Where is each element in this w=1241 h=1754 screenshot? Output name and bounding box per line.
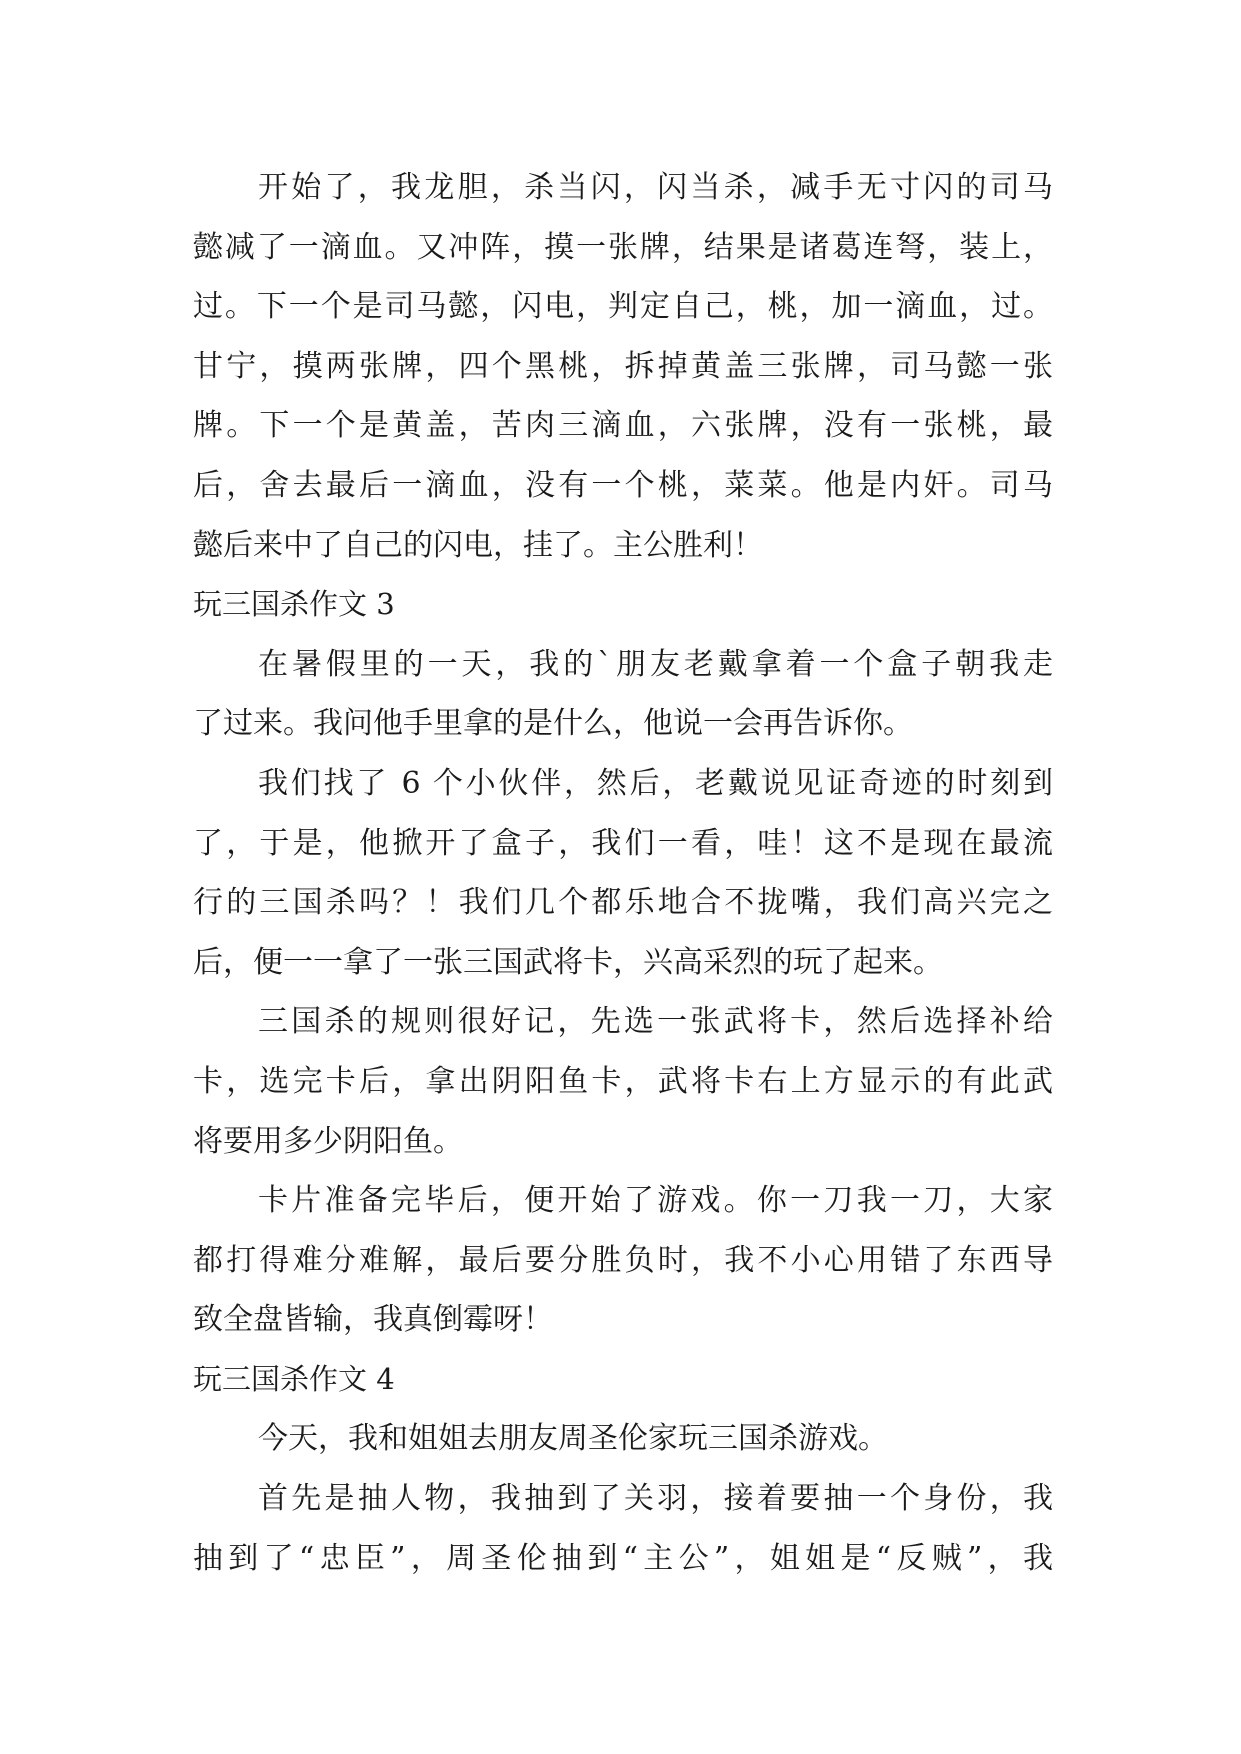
paragraph (193, 158, 1053, 575)
text-line: 后，便一一拿了一张三国武将卡，兴高采烈的玩了起来。 (193, 944, 943, 980)
text-line: 都打得难分难解，最后要分胜负时，我不小心用错了东西导 (193, 1242, 1053, 1278)
paragraph (193, 992, 1053, 1171)
text-line: 牌。下一个是黄盖，苦肉三滴血，六张牌，没有一张桃，最 (193, 408, 1053, 444)
text-line: 后，舍去最后一滴血，没有一个桃，菜菜。他是内奸。司马 (193, 467, 1053, 503)
text-line: 过。下一个是司马懿，闪电，判定自己，桃，加一滴血，过。 (193, 289, 1053, 325)
text-line: 行的三国杀吗？！我们几个都乐地合不拢嘴，我们高兴完之 (193, 885, 1053, 921)
text-line: 在暑假里的一天，我的`朋友老戴拿着一个盒子朝我走 (258, 646, 1053, 682)
section-heading: 玩三国杀作文 4 (193, 1361, 395, 1396)
text-line: 致全盘皆输，我真倒霉呀！ (193, 1302, 553, 1338)
text-line: 将要用多少阴阳鱼。 (193, 1123, 463, 1159)
text-line: 了，于是，他掀开了盒子，我们一看，哇！这不是现在最流 (193, 825, 1053, 861)
paragraph (193, 754, 1053, 992)
text-line: 首先是抽人物，我抽到了关羽，接着要抽一个身份，我 (258, 1481, 1053, 1517)
paragraph (193, 1469, 1053, 1588)
text-line: 三国杀的规则很好记，先选一张武将卡，然后选择补给 (258, 1004, 1053, 1040)
text-line: 卡，选完卡后，拿出阴阳鱼卡，武将卡右上方显示的有此武 (193, 1063, 1053, 1099)
text-line: 甘宁，摸两张牌，四个黑桃，拆掉黄盖三张牌，司马懿一张 (193, 348, 1053, 384)
text-line: 卡片准备完毕后，便开始了游戏。你一刀我一刀，大家 (258, 1183, 1053, 1219)
text-line: 我们找了 6 个小伙伴，然后，老戴说见证奇迹的时刻到 (258, 765, 1053, 801)
text-line: 懿减了一滴血。又冲阵，摸一张牌，结果是诸葛连弩，装上， (193, 229, 1053, 265)
text-line: 开始了，我龙胆，杀当闪，闪当杀，减手无寸闪的司马 (258, 170, 1053, 205)
text-line: 抽到了“忠臣”，周圣伦抽到“主公”，姐姐是“反贼”，我 (193, 1540, 1053, 1576)
paragraph (193, 1171, 1053, 1350)
section-heading: 玩三国杀作文 3 (193, 587, 395, 622)
text-line: 懿后来中了自己的闪电，挂了。主公胜利！ (193, 527, 763, 563)
paragraph (193, 635, 1053, 754)
document-body (193, 158, 1053, 1588)
text-line: 今天，我和姐姐去朋友周圣伦家玩三国杀游戏。 (258, 1421, 888, 1457)
text-line: 了过来。我问他手里拿的是什么，他说一会再告诉你。 (193, 706, 913, 742)
paragraph (193, 1409, 1053, 1469)
